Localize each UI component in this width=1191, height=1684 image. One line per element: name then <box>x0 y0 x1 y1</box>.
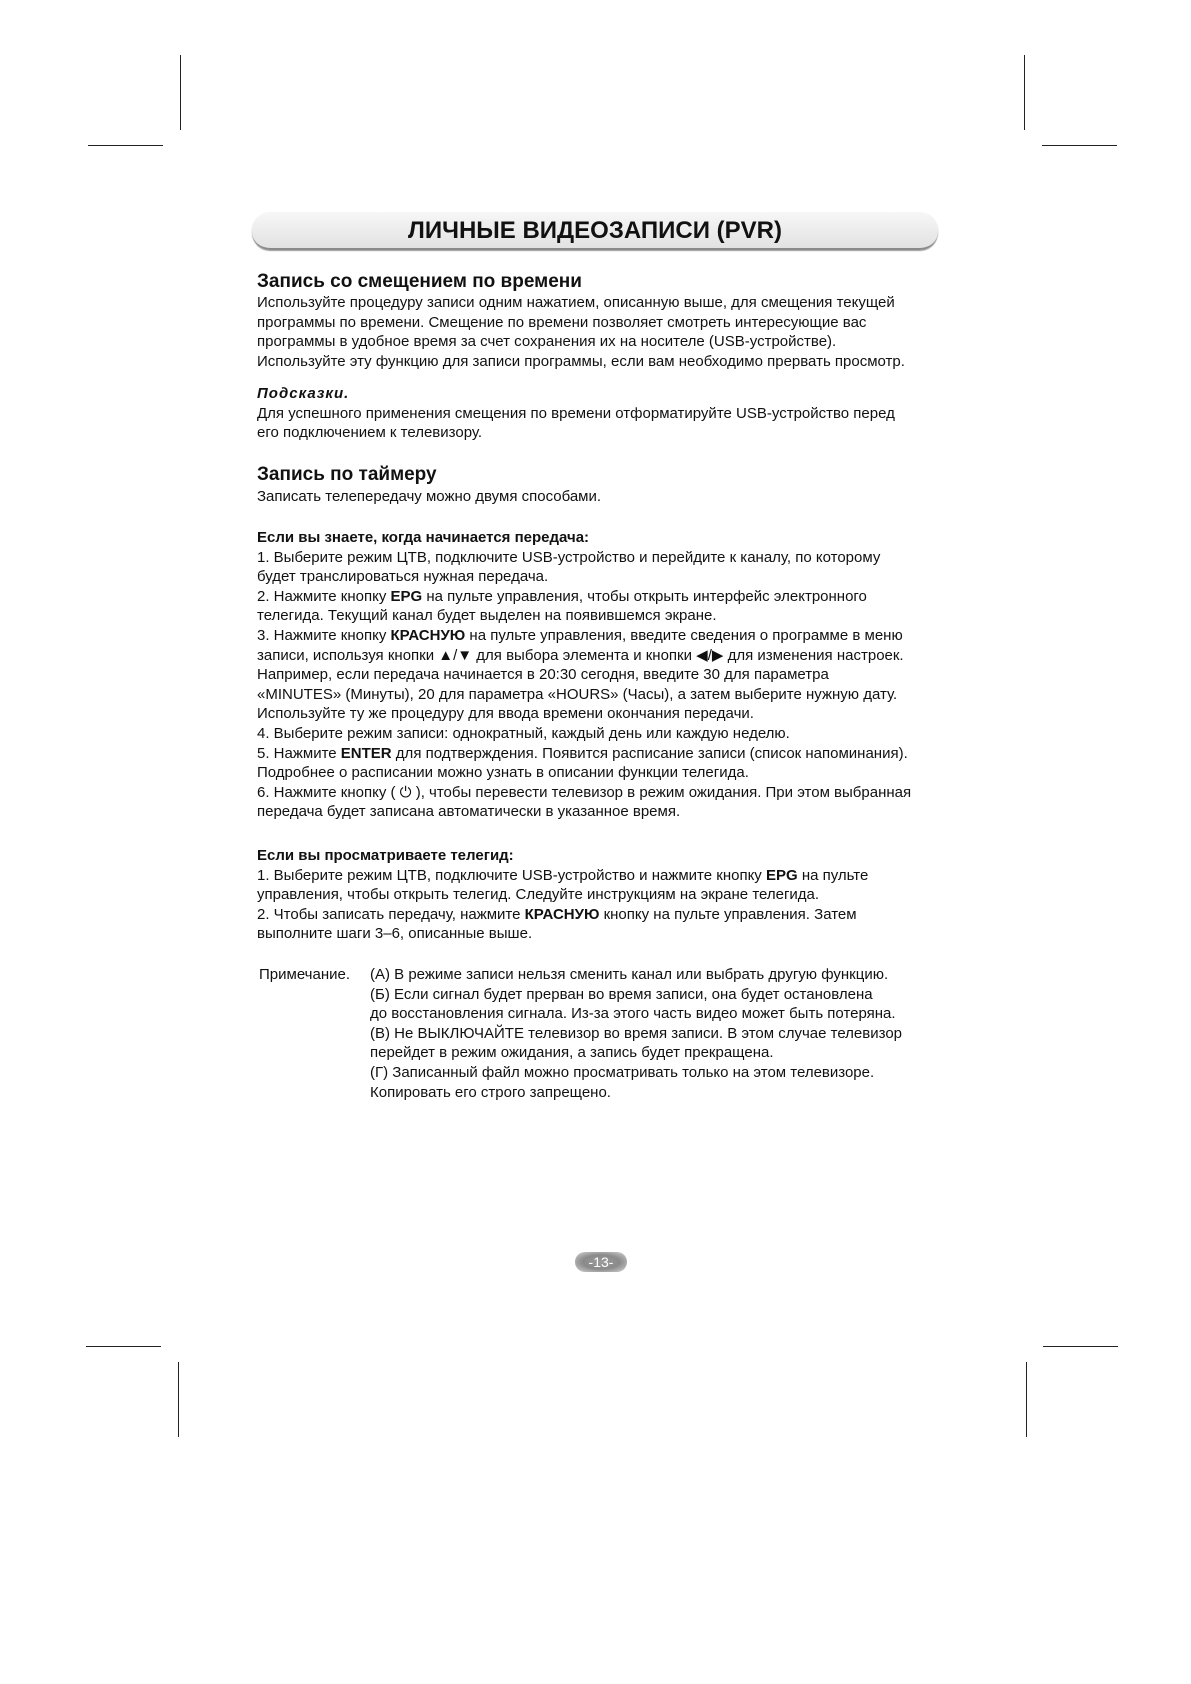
note-line: (Г) Записанный файл можно просматривать только на этом телевизоре. <box>370 1063 875 1081</box>
paragraph-line: передача будет записана автоматически в указанное время. <box>257 803 681 821</box>
paragraph-line: управления, чтобы открыть телегид. Следуйте инструкциям на экране телегида. <box>257 886 820 904</box>
note-line: перейдет в режим ожидания, а запись будет прекращена. <box>370 1044 774 1062</box>
page-number: -13- <box>575 1252 627 1272</box>
text-run: на пульте <box>797 866 869 884</box>
key-name: ENTER <box>340 744 392 762</box>
known-time-block <box>257 528 977 822</box>
hint-block <box>257 384 977 443</box>
note-line: до восстановления сигнала. Из-за этого часть видео может быть потеряна. <box>370 1005 896 1023</box>
subsection-title: Если вы просматриваете телегид: <box>257 847 514 864</box>
subsection-title: Если вы знаете, когда начинается передача: <box>257 529 590 546</box>
crop-mark <box>1026 1362 1027 1437</box>
page-title-bar <box>252 212 938 250</box>
paragraph-line <box>257 587 977 607</box>
text-run: 2. Чтобы записать передачу, нажмите <box>257 905 525 923</box>
paragraph-line: Используйте эту функцию для записи программы, если вам необходимо прервать просмотр. <box>257 352 905 370</box>
paragraph-line: программы по времени. Смещение по времени позволяет смотреть интересующие вас <box>257 313 867 331</box>
note-line: Копировать его строго запрещено. <box>370 1083 611 1101</box>
crop-mark <box>180 55 181 130</box>
crop-mark <box>86 1346 161 1347</box>
paragraph-line: программы в удобное время за счет сохранения их на носителе (USB-устройстве). <box>257 333 837 351</box>
paragraph-line: будет транслироваться нужная передача. <box>257 568 549 586</box>
note-line: (В) Не ВЫКЛЮЧАЙТЕ телевизор во время записи. В этом случае телевизор <box>370 1024 903 1042</box>
text-run: для подтверждения. Появится расписание записи (список напоминания). <box>391 744 908 762</box>
text-run: 5. Нажмите <box>257 744 341 762</box>
browsing-guide-block <box>257 846 977 944</box>
paragraph-line: Например, если передача начинается в 20:30 сегодня, введите 30 для параметра <box>257 666 829 684</box>
paragraph-line: Для успешного применения смещения по времени отформатируйте USB-устройство перед <box>257 404 895 422</box>
note-label: Примечание. <box>259 966 350 983</box>
paragraph-line: телегида. Текущий канал будет выделен на появившемся экране. <box>257 607 717 625</box>
key-name: КРАСНУЮ <box>390 626 466 644</box>
timeshift-body <box>257 293 977 371</box>
paragraph-line: записи, используя кнопки ▲/▼ для выбора элемента и кнопки ◀/▶ для изменения настроек. <box>257 646 904 664</box>
paragraph-line: выполните шаги 3–6, описанные выше. <box>257 925 533 943</box>
paragraph-line: Используйте ту же процедуру для ввода времени окончания передачи. <box>257 705 754 723</box>
timeshift-heading: Запись со смещением по времени <box>257 271 582 292</box>
paragraph-line: 1. Выберите режим ЦТВ, подключите USB-устройство и перейдите к каналу, по которому <box>257 548 881 566</box>
text-run: 2. Нажмите кнопку <box>257 587 391 605</box>
paragraph-line: Подробнее о расписании можно узнать в описании функции телегида. <box>257 764 749 782</box>
paragraph-line <box>257 905 977 925</box>
crop-mark <box>1043 1346 1118 1347</box>
key-name: EPG <box>390 587 423 605</box>
paragraph-line <box>257 744 977 764</box>
key-name: EPG <box>765 866 798 884</box>
text-run: кнопку на пульте управления. Затем <box>599 905 857 923</box>
crop-mark <box>88 145 163 146</box>
key-name: КРАСНУЮ <box>524 905 600 923</box>
page-title: ЛИЧНЫЕ ВИДЕОЗАПИСИ (PVR) <box>408 217 782 244</box>
hint-title: Подсказки. <box>257 385 350 402</box>
note-line: (Б) Если сигнал будет прерван во время записи, она будет остановлена <box>370 985 873 1003</box>
crop-mark <box>1024 55 1025 130</box>
timer-heading: Запись по таймеру <box>257 464 437 485</box>
paragraph-line: 4. Выберите режим записи: однократный, каждый день или каждую неделю. <box>257 724 790 742</box>
note-line: (А) В режиме записи нельзя сменить канал или выбрать другую функцию. <box>370 966 889 983</box>
text-run: 1. Выберите режим ЦТВ, подключите USB-устройство и нажмите кнопку <box>257 866 766 884</box>
paragraph-line: его подключением к телевизору. <box>257 424 483 442</box>
paragraph-line <box>257 626 977 646</box>
paragraph-line <box>257 866 977 886</box>
text-run: на пульте управления, чтобы открыть интерфейс электронного <box>422 587 867 605</box>
note-items <box>370 965 970 1102</box>
text-run: 3. Нажмите кнопку <box>257 626 391 644</box>
crop-mark <box>178 1362 179 1437</box>
paragraph-line: Используйте процедуру записи одним нажатием, описанную выше, для смещения текущей <box>257 294 895 311</box>
text-run: на пульте управления, введите сведения о программе в меню <box>465 626 903 644</box>
crop-mark <box>1042 145 1117 146</box>
paragraph-line: 6. Нажмите кнопку ( ⏻ ), чтобы перевести телевизор в режим ожидания. При этом выбранная <box>257 783 912 801</box>
timer-intro: Записать телепередачу можно двумя способами. <box>257 488 602 505</box>
paragraph-line: «MINUTES» (Минуты), 20 для параметра «HOURS» (Часы), а затем выберите нужную дату. <box>257 685 898 703</box>
